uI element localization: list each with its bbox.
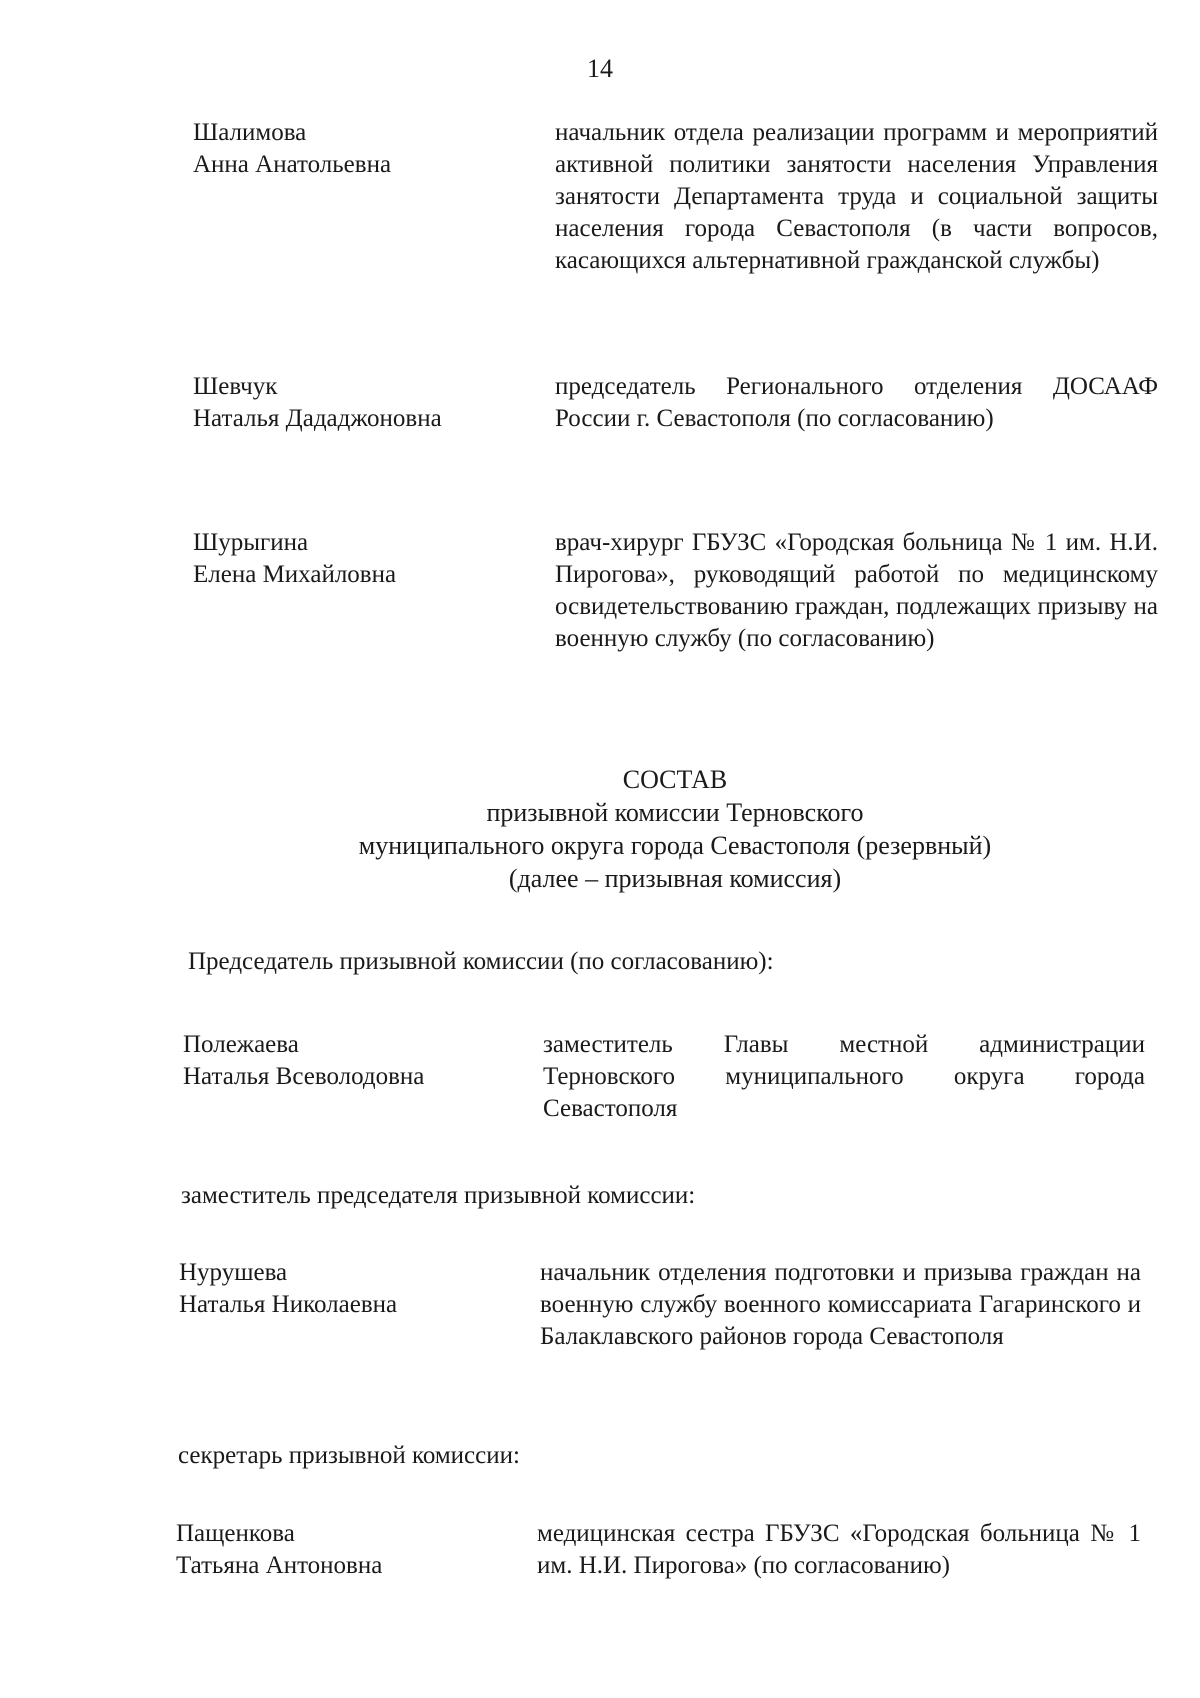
section-subtitle-line-2: муниципального округа города Севастополя (резервный) bbox=[358, 831, 992, 860]
member-given-names: Татьяна Антоновна bbox=[176, 1552, 383, 1579]
member-name bbox=[193, 371, 523, 435]
member-surname: Нурушева bbox=[179, 1259, 288, 1286]
member-given-names: Наталья Дададжоновна bbox=[193, 405, 442, 432]
member-name bbox=[179, 1257, 509, 1321]
secretary-heading: секретарь призывной комиссии: bbox=[178, 1442, 520, 1469]
deputy-heading: заместитель председателя призывной комиссии: bbox=[181, 1182, 696, 1209]
section-subtitle-line-1: призывной комиссии Терновского bbox=[486, 798, 864, 827]
member-surname: Полежаева bbox=[183, 1031, 299, 1058]
member-given-names: Анна Анатольевна bbox=[193, 151, 392, 178]
member-name bbox=[193, 117, 523, 181]
member-position: заместитель Главы местной администрации Терновского муниципального округа города Севастополя bbox=[543, 1031, 1145, 1122]
member-name bbox=[176, 1518, 506, 1582]
member-surname: Шевчук bbox=[193, 373, 278, 400]
section-title-block bbox=[75, 763, 1200, 895]
section-title: СОСТАВ bbox=[622, 765, 728, 794]
member-name bbox=[183, 1029, 513, 1093]
member-position: председатель Регионального отделения ДОСААФ России г. Севастополя (по согласованию) bbox=[555, 373, 1158, 432]
member-given-names: Елена Михайловна bbox=[193, 561, 397, 588]
member-position: медицинская сестра ГБУЗС «Городская больница № 1 им. Н.И. Пирогова» (по согласованию) bbox=[537, 1520, 1141, 1579]
section-subtitle-line-3: (далее – призывная комиссия) bbox=[508, 864, 842, 893]
member-position: начальник отдела реализации программ и мероприятий активной политики занятости населения Управления занятости Департамента труда и социальной защиты населения города Севастополя (в части вопросов, касающихся альтернативной гражданской службы) bbox=[555, 119, 1158, 274]
member-name bbox=[193, 527, 523, 591]
member-surname: Шурыгина bbox=[193, 529, 309, 556]
member-position: начальник отделения подготовки и призыва граждан на военную службу военного комиссариата Гагаринского и Балаклавского районов города Севастополя bbox=[540, 1259, 1141, 1350]
member-given-names: Наталья Всеволодовна bbox=[183, 1063, 425, 1090]
chair-heading: Председатель призывной комиссии (по согласованию): bbox=[188, 948, 774, 975]
member-surname: Шалимова bbox=[193, 119, 307, 146]
member-given-names: Наталья Николаевна bbox=[179, 1291, 398, 1318]
member-surname: Пащенкова bbox=[176, 1520, 295, 1547]
member-position: врач-хирург ГБУЗС «Городская больница № 1 им. Н.И. Пирогова», руководящий работой по медицинскому освидетельствованию граждан, подлежащих призыву на военную службу (по согласованию) bbox=[555, 529, 1158, 652]
page-number: 14 bbox=[587, 54, 613, 83]
